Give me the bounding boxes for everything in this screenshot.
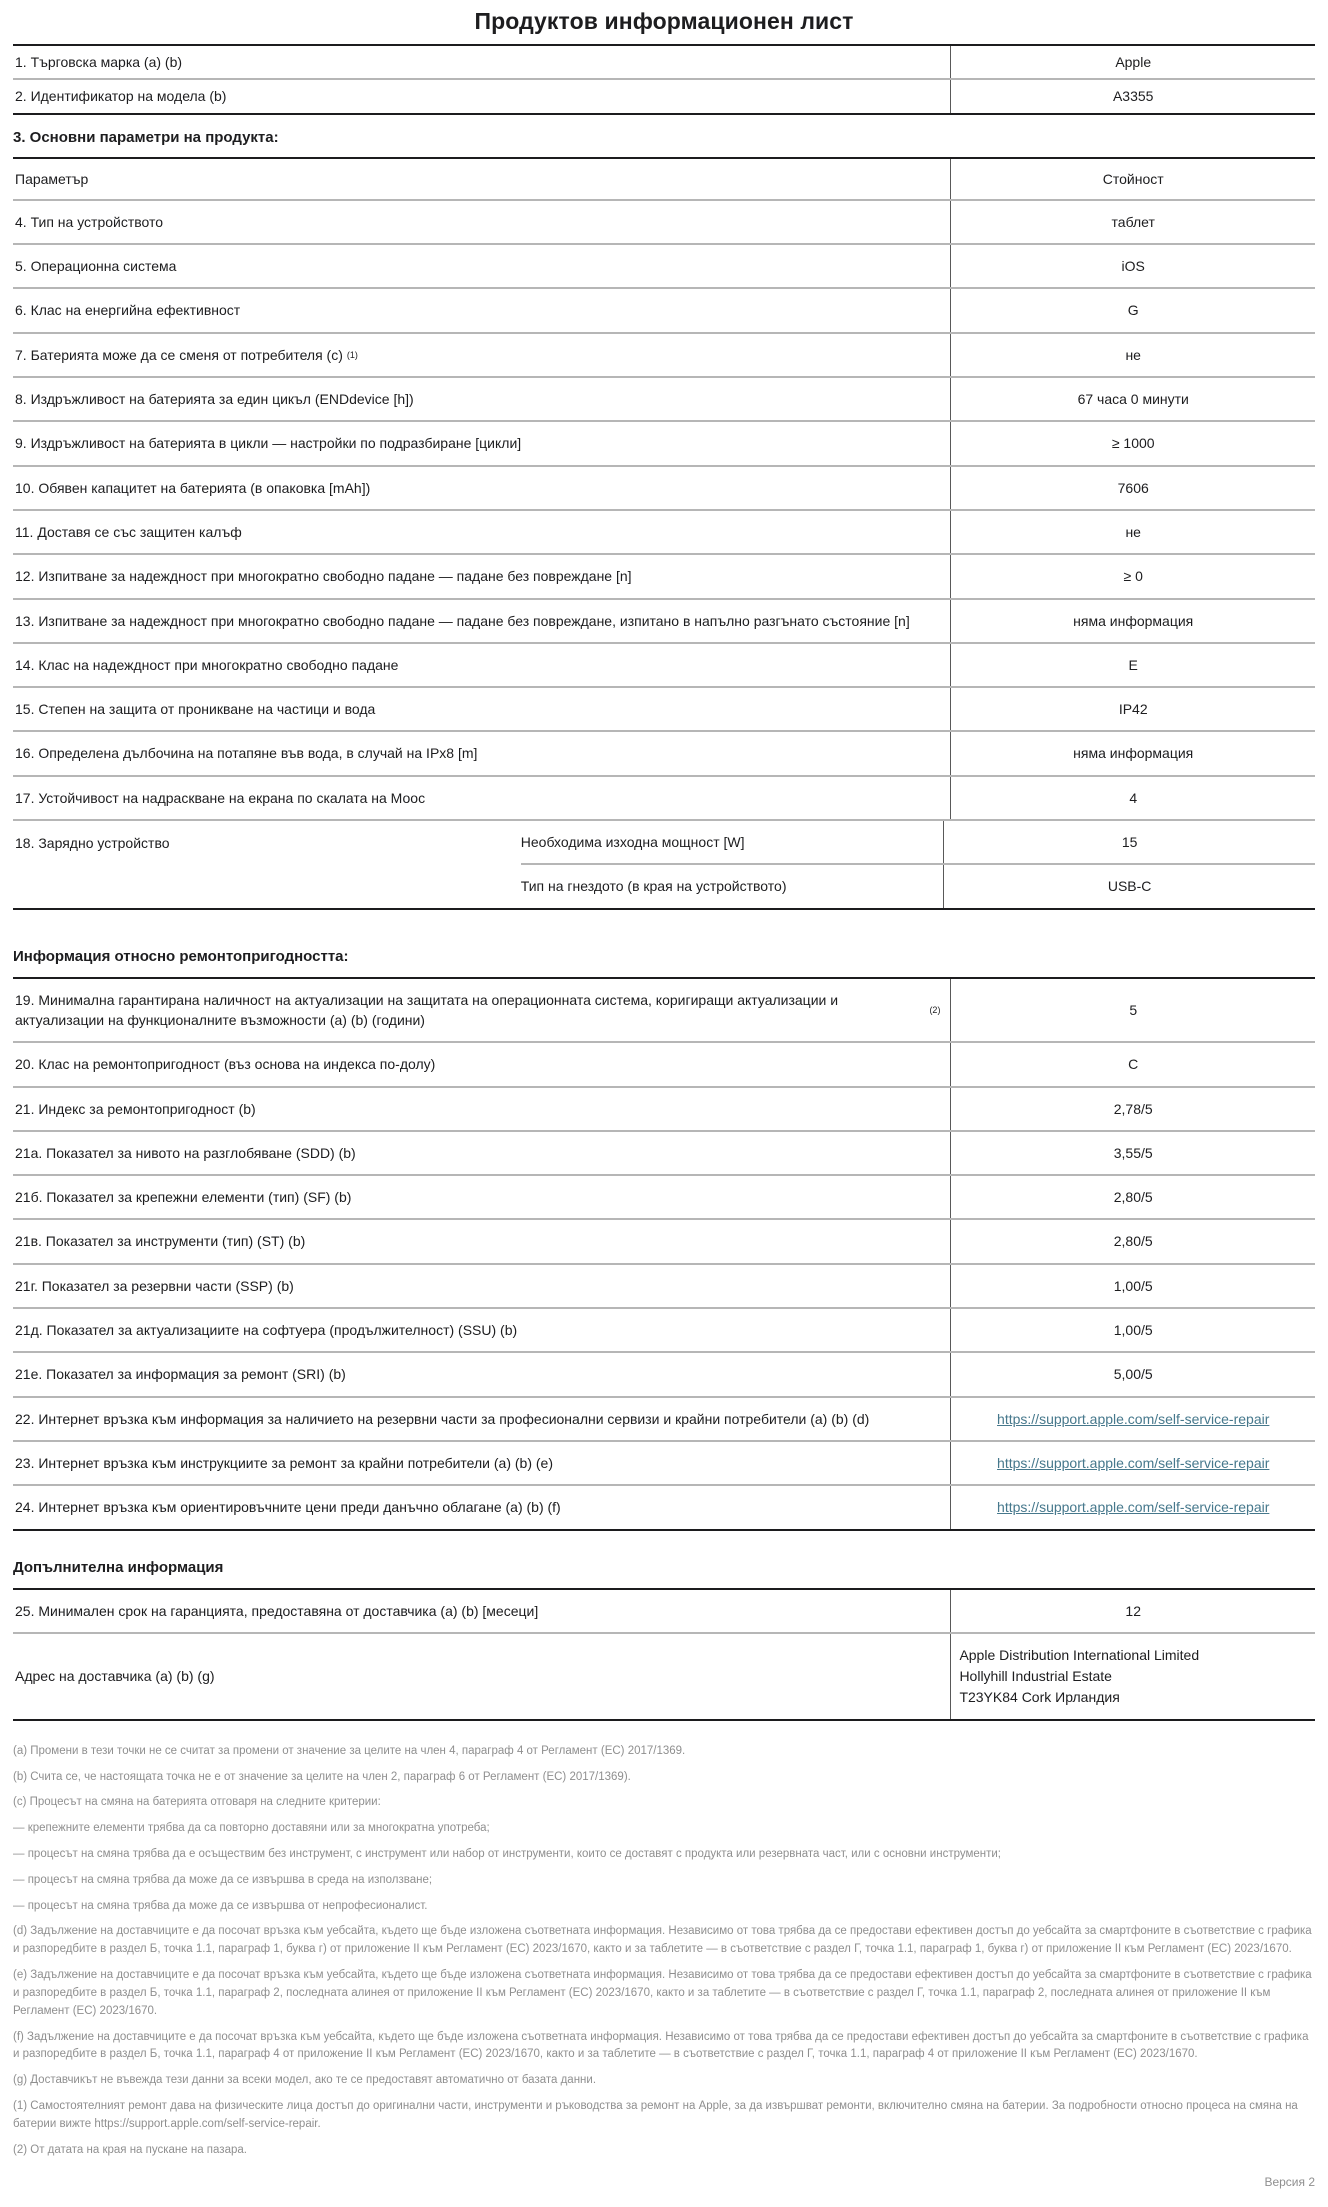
- row-value: C: [950, 1043, 1315, 1085]
- row-value: 3,55/5: [950, 1132, 1315, 1174]
- row-label: 17. Устойчивост на надраскване на екрана по скалата на Моос: [15, 789, 426, 806]
- row-value: ≥ 1000: [950, 422, 1315, 464]
- footnotes: [13, 1743, 1315, 2160]
- supplier-address-row: [13, 1632, 1315, 1719]
- row-value: не: [950, 511, 1315, 553]
- charger-subtable: [521, 821, 1315, 908]
- table-row: [13, 1130, 1315, 1174]
- footnote: (d) Задължение на доставчиците е да посочат връзка към уебсайта, където ще бъде изложена съответната информация. Независимо от това трябва да се предостави ефективен достъп до уебсайта за смартфоните в съответствие с графика и разпоредбите в раздел Б, точка 1.1, параграф 1, буква г) от приложение II към Регламент (ЕС) 2023/1670, както и за таблетите — в съответствие с раздел Г, точка 1.1, параграф 1, буква г) от приложение II към Регламент (ЕС) 2023/1670.: [13, 1925, 1312, 1956]
- charger-row: [13, 819, 1315, 908]
- row-label: 21. Индекс за ремонтопригодност (b): [15, 1100, 256, 1117]
- row-value: таблет: [950, 201, 1315, 243]
- row-label-text: 19. Минимална гарантирана наличност на актуализации на защитата на операционната система, коригиращи актуализации и актуализации на функционалните възможности (a) (b) (години): [15, 991, 839, 1028]
- row-label: Адрес на доставчика (a) (b) (g): [15, 1668, 215, 1685]
- table-row: [13, 642, 1315, 686]
- footnote: — процесът на смяна трябва да може да се извършва в среда на използване;: [13, 1873, 433, 1886]
- row-value: 2,80/5: [950, 1220, 1315, 1262]
- footnote: (f) Задължение на доставчиците е да посочат връзка към уебсайта, където ще бъде изложена съответната информация. Независимо от това трябва да се предостави ефективен достъп до уебсайта за смартфоните в съответствие с графика и разпоредбите в раздел Б, точка 1.1, параграф 4 от приложение II към Регламент (ЕС) 2023/1670, както и за таблетите — в съответствие с раздел Г, точка 1.1, параграф 4 от приложение II към Регламент (ЕС) 2023/1670.: [13, 2030, 1309, 2061]
- row-label: 24. Интернет връзка към ориентировъчните цени преди данъчно облагане (a) (b) (f): [15, 1499, 561, 1516]
- footnote: (c) Процесът на смяна на батерията отговаря на следните критерии:: [13, 1796, 381, 1809]
- row-label: 22. Интернет връзка към информация за наличието на резервни части за професионални сервизи и крайни потребители (a) (b) (d): [15, 1410, 870, 1427]
- table-row: [13, 598, 1315, 642]
- sub-row-label: Тип на гнездото (в края на устройството): [520, 878, 787, 895]
- row-label: 11. Доставя се със защитен калъф: [15, 523, 242, 540]
- column-header-value: Стойност: [950, 159, 1315, 199]
- address-line: Apple Distribution International Limited: [959, 1646, 1200, 1663]
- table-row: [13, 1396, 1315, 1440]
- footnote: — процесът на смяна трябва да може да се извършва от непрофесионалист.: [13, 1899, 428, 1912]
- footnote: — крепежните елементи трябва да са повторно доставяни или за многократна употреба;: [13, 1822, 490, 1835]
- version-label: Версия 2: [1264, 2175, 1315, 2190]
- table-row: [13, 730, 1315, 774]
- sub-row-label: Необходима изходна мощност [W]: [520, 834, 745, 851]
- table-row: [13, 775, 1315, 819]
- table-row: [13, 1440, 1315, 1484]
- row-value: A3355: [950, 80, 1315, 112]
- footnote: (b) Счита се, че настоящата точка не е от значение за целите на член 2, параграф 6 от Регламент (ЕС) 2017/1369).: [13, 1770, 631, 1783]
- row-label: 21е. Показател за информация за ремонт (SRI) (b): [15, 1366, 346, 1383]
- row-value: 67 часа 0 минути: [950, 378, 1315, 420]
- row-label: 25. Минимален срок на гаранцията, предоставяна от доставчика (a) (b) [месеци]: [15, 1602, 539, 1619]
- row-label: 20. Клас на ремонтопригодност (въз основа на индекса по-долу): [15, 1056, 436, 1073]
- row-label: 2. Идентификатор на модела (b): [15, 88, 227, 105]
- section-heading-main-parameters: 3. Основни параметри на продукта:: [13, 128, 279, 146]
- row-value: 4: [950, 777, 1315, 819]
- row-value: няма информация: [950, 732, 1315, 774]
- section-heading-additional: Допълнителна информация: [13, 1558, 224, 1576]
- footnote: (a) Промени в тези точки не се считат за промени от значение за целите на член 4, параграф 4 от Регламент (ЕС) 2017/1369.: [13, 1744, 686, 1757]
- table-row: [13, 78, 1315, 112]
- table-row: [13, 979, 1315, 1042]
- row-label: 4. Тип на устройството: [15, 213, 164, 230]
- footnote: (2) От датата на края на пускане на пазара.: [13, 2143, 247, 2156]
- row-label: 12. Изпитване за надеждност при многократно свободно падане — падане без повреждане [n]: [15, 568, 632, 585]
- section-heading-repairability: Информация относно ремонтопригодността:: [13, 947, 349, 965]
- table-row: [13, 199, 1315, 243]
- row-value: не: [950, 334, 1315, 376]
- row-value: няма информация: [950, 600, 1315, 642]
- table-row: [13, 46, 1315, 78]
- row-label: 23. Интернет връзка към инструкциите за ремонт за крайни потребители (a) (b) (e): [15, 1454, 553, 1471]
- table-row: [13, 465, 1315, 509]
- row-value: [950, 1442, 1315, 1484]
- footnote: — процесът на смяна трябва да е осъществим без инструмент, с инструмент или набор от инструменти, които се доставят с продукта или резервната част, или с основни инструменти;: [13, 1848, 1002, 1861]
- row-label: 7. Батерията може да се сменя от потребителя (c) (1): [13, 334, 950, 376]
- footnote: (e) Задължение на доставчиците е да посочат връзка към уебсайта, където ще бъде изложена съответната информация. Независимо от това трябва да се предостави ефективен достъп до уебсайта за смартфоните в съответствие с графика и разпоредбите в раздел Б, точка 1.1, параграф 2, последната алинея от приложение II към Регламент (ЕС) 2023/1670, както и за таблетите — в съответствие с раздел Г, точка 1.1, параграф 2, последната алинея от приложение II към Регламент (ЕС) 2023/1670.: [13, 1969, 1312, 2017]
- row-label: 21д. Показател за актуализациите на софтуера (продължителност) (SSU) (b): [15, 1322, 518, 1339]
- row-label: 21в. Показател за инструменти (тип) (ST) (b): [15, 1233, 306, 1250]
- table-row: [13, 1086, 1315, 1130]
- charger-sub-row: [521, 863, 1315, 907]
- row-label: 21б. Показател за крепежни елементи (тип) (SF) (b): [15, 1189, 352, 1206]
- row-value: 2,80/5: [950, 1176, 1315, 1218]
- table-row: [13, 1351, 1315, 1395]
- row-value: IP42: [950, 688, 1315, 730]
- table-row: [13, 1218, 1315, 1262]
- table-row: [13, 509, 1315, 553]
- row-value: iOS: [950, 245, 1315, 287]
- footnote: (1) Самостоятелният ремонт дава на физическите лица достъп до оригинални части, инструменти и ръководства за ремонт на Apple, за да извършват ремонти, включително смяна на батерии. За подробности относно процеса на смяна на батерии вижте https://support.apple.com/self-service-repair.: [13, 2099, 1298, 2130]
- row-label-text: 7. Батерията може да се сменя от потребителя (c): [15, 346, 343, 363]
- row-label: 10. Обявен капацитет на батерията (в опаковка [mAh]): [15, 479, 371, 496]
- footnote: (g) Доставчикът не въвежда тези данни за всеки модел, ако те се предоставят автоматично от базата данни.: [13, 2074, 597, 2087]
- table-row: [13, 1263, 1315, 1307]
- row-label: 13. Изпитване за надеждност при многократно свободно падане — падане без повреждане, изпитано в напълно разгънато състояние [n]: [15, 612, 910, 629]
- table-row: [13, 420, 1315, 464]
- supplier-address: [950, 1634, 1315, 1719]
- row-value: ≥ 0: [950, 555, 1315, 597]
- row-label: 6. Клас на енергийна ефективност: [15, 302, 241, 319]
- row-label: 18. Зарядно устройство: [15, 835, 170, 852]
- identification-table: [13, 44, 1315, 115]
- row-value: [950, 1486, 1315, 1528]
- row-value: Apple: [950, 46, 1315, 78]
- repair-instructions-link[interactable]: https://support.apple.com/self-service-repair: [997, 1454, 1270, 1471]
- spare-parts-link[interactable]: https://support.apple.com/self-service-repair: [997, 1410, 1270, 1427]
- indicative-prices-link[interactable]: https://support.apple.com/self-service-repair: [997, 1499, 1270, 1516]
- row-label: 21г. Показател за резервни части (SSP) (b): [15, 1277, 294, 1294]
- sub-row-value: 15: [943, 821, 1315, 863]
- row-label: 5. Операционна система: [15, 258, 177, 275]
- table-row: [13, 553, 1315, 597]
- table-row: [13, 1590, 1315, 1632]
- table-row: [13, 686, 1315, 730]
- table-row: [13, 287, 1315, 331]
- table-header-row: [13, 159, 1315, 199]
- table-row: [13, 1307, 1315, 1351]
- charger-sub-row: [521, 821, 1315, 863]
- row-value: 2,78/5: [950, 1088, 1315, 1130]
- table-row: [13, 1174, 1315, 1218]
- table-row: [13, 332, 1315, 376]
- row-value: E: [950, 644, 1315, 686]
- table-row: [13, 1041, 1315, 1085]
- row-value: 1,00/5: [950, 1309, 1315, 1351]
- row-value: 5: [950, 979, 1315, 1042]
- row-label: 19. Минимална гарантирана наличност на актуализации на защитата на операционната система, коригиращи актуализации и актуализации на функционалните възможности (a) (b) (години) (2): [13, 979, 950, 1042]
- row-label: 1. Търговска марка (a) (b): [15, 54, 183, 70]
- page-title: Продуктов информационен лист: [474, 8, 854, 34]
- row-label: 21а. Показател за нивото на разглобяване (SDD) (b): [15, 1144, 356, 1161]
- row-value: 12: [950, 1590, 1315, 1632]
- row-label: 15. Степен на защита от проникване на частици и вода: [15, 701, 376, 718]
- table-row: [13, 243, 1315, 287]
- row-value: G: [950, 289, 1315, 331]
- row-label: 9. Издръжливост на батерията в цикли — настройки по подразбиране [цикли]: [15, 435, 522, 452]
- table-row: [13, 1484, 1315, 1528]
- row-label: 8. Издръжливост на батерията за един цикъл (ENDdevice [h]): [15, 391, 414, 408]
- address-line: T23YK84 Cork Ирландия: [959, 1688, 1120, 1705]
- repairability-table: [13, 977, 1315, 1531]
- row-value: [950, 1398, 1315, 1440]
- table-row: [13, 376, 1315, 420]
- row-value: 5,00/5: [950, 1353, 1315, 1395]
- main-parameters-table: [13, 157, 1315, 910]
- column-header-parameter: Параметър: [15, 170, 89, 187]
- row-label: 16. Определена дълбочина на потапяне във вода, в случай на IPx8 [m]: [15, 745, 478, 762]
- sub-row-value: USB-C: [943, 865, 1315, 907]
- row-label: 14. Клас на надеждност при многократно свободно падане: [15, 656, 399, 673]
- additional-information-table: [13, 1588, 1315, 1721]
- row-value: 1,00/5: [950, 1265, 1315, 1307]
- row-value: 7606: [950, 467, 1315, 509]
- address-line: Hollyhill Industrial Estate: [959, 1667, 1112, 1684]
